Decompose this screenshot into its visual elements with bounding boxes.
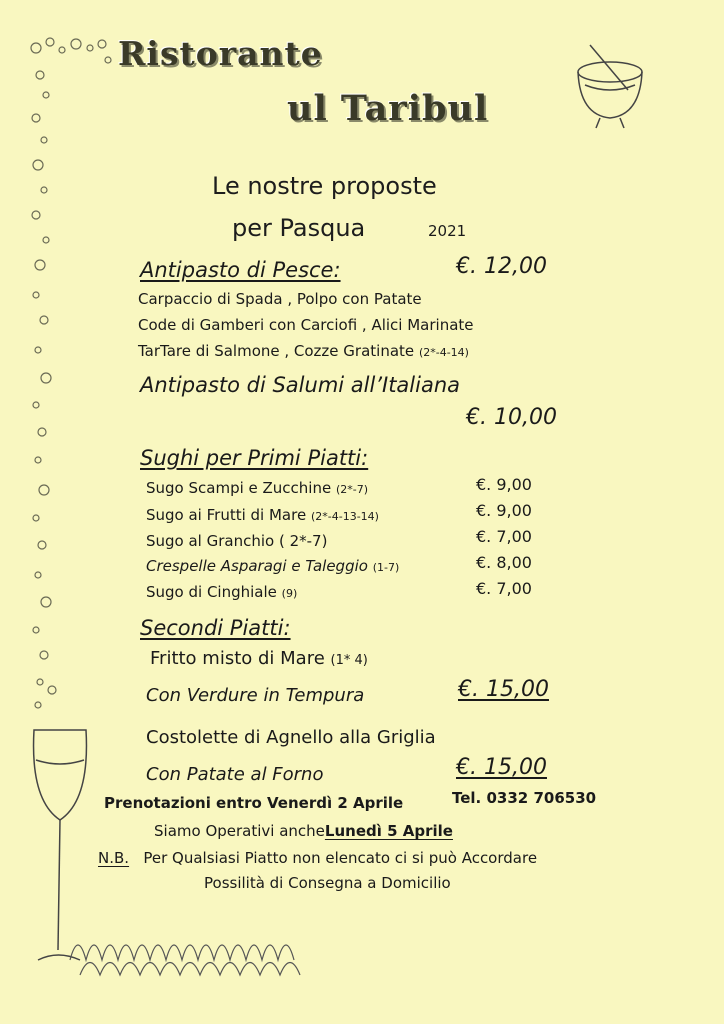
- fritto-item: [150, 648, 368, 669]
- heading-line2: per Pasqua: [232, 214, 366, 242]
- antipasto-salumi-title: Antipasto di Salumi all’Italiana: [140, 373, 461, 397]
- nb-text: Per Qualsiasi Piatto non elencato ci si può Accordare: [143, 849, 538, 867]
- antipasto-pesce-line3-text: TarTare di Salmone , Cozze Gratinate: [138, 342, 415, 360]
- sugo-item-2-name: Sugo ai Frutti di Mare: [146, 506, 307, 524]
- fritto-name: Fritto misto di Mare: [150, 648, 325, 669]
- consegna-text: Possilità di Consegna a Domicilio: [204, 874, 451, 892]
- patate-price: €. 15,00: [456, 755, 547, 780]
- lunedi-text: Lunedì 5 Aprile: [324, 822, 453, 840]
- tempura-item: Con Verdure in Tempura: [146, 685, 365, 706]
- agnello-item: Costolette di Agnello alla Griglia: [146, 727, 436, 748]
- operativi-line: [154, 822, 453, 840]
- antipasto-pesce-line3: [138, 342, 469, 360]
- scribble-decoration: [70, 945, 300, 975]
- sugo-item-3-name: Sugo al Granchio ( 2*-7): [146, 532, 328, 550]
- mortar-pestle-drawing: [578, 45, 642, 128]
- sugo-item-5-code: (9): [281, 587, 298, 600]
- sugo-item-1: [146, 479, 368, 497]
- sugo-item-1-code: (2*-7): [336, 483, 369, 496]
- sugo-item-5-price: €. 7,00: [476, 579, 532, 598]
- secondi-title: Secondi Piatti:: [140, 616, 291, 640]
- sugo-item-3: [146, 532, 327, 550]
- sugo-item-4: [146, 557, 399, 575]
- sugo-item-5-name: Sugo di Cinghiale: [146, 583, 277, 601]
- antipasto-pesce-code: (2*-4-14): [418, 346, 469, 359]
- restaurant-name-line1: Ristorante: [118, 34, 323, 73]
- antipasto-pesce-title: Antipasto di Pesce:: [140, 258, 341, 282]
- sugo-item-1-name: Sugo Scampi e Zucchine: [146, 479, 332, 497]
- sugo-item-2: [146, 506, 379, 524]
- sugo-item-4-name: Crespelle Asparagi e Taleggio: [146, 557, 368, 575]
- nb-label: N.B.: [98, 849, 130, 867]
- sugo-item-2-price: €. 9,00: [476, 501, 532, 520]
- sugo-item-5: [146, 583, 297, 601]
- patate-item: Con Patate al Forno: [146, 764, 324, 785]
- heading-year: 2021: [428, 222, 467, 240]
- antipasto-pesce-price: €. 12,00: [456, 254, 547, 279]
- antipasto-pesce-line1: Carpaccio di Spada , Polpo con Patate: [138, 290, 422, 308]
- heading-line1: Le nostre proposte: [212, 172, 437, 200]
- tempura-price: €. 15,00: [458, 677, 549, 702]
- antipasto-salumi-price: €. 10,00: [466, 405, 557, 430]
- nb-line: [98, 849, 537, 867]
- wine-glass-drawing: [34, 730, 87, 960]
- fritto-code: (1* 4): [330, 653, 368, 668]
- sugo-item-4-price: €. 8,00: [476, 553, 532, 572]
- sughi-title: Sughi per Primi Piatti:: [140, 446, 369, 470]
- bubbles-decoration: [31, 38, 111, 708]
- sugo-item-1-price: €. 9,00: [476, 475, 532, 494]
- antipasto-pesce-line2: Code di Gamberi con Carciofi , Alici Marinate: [138, 316, 474, 334]
- sugo-item-2-code: (2*-4-13-14): [310, 510, 379, 523]
- sugo-item-4-code: (1-7): [372, 561, 400, 574]
- restaurant-name-line2: ul Taribul: [287, 88, 489, 129]
- operativi-text: Siamo Operativi anche: [154, 822, 325, 840]
- sugo-item-3-price: €. 7,00: [476, 527, 532, 546]
- prenotazioni-text: Prenotazioni entro Venerdì 2 Aprile: [104, 794, 404, 812]
- telephone: Tel. 0332 706530: [452, 789, 597, 807]
